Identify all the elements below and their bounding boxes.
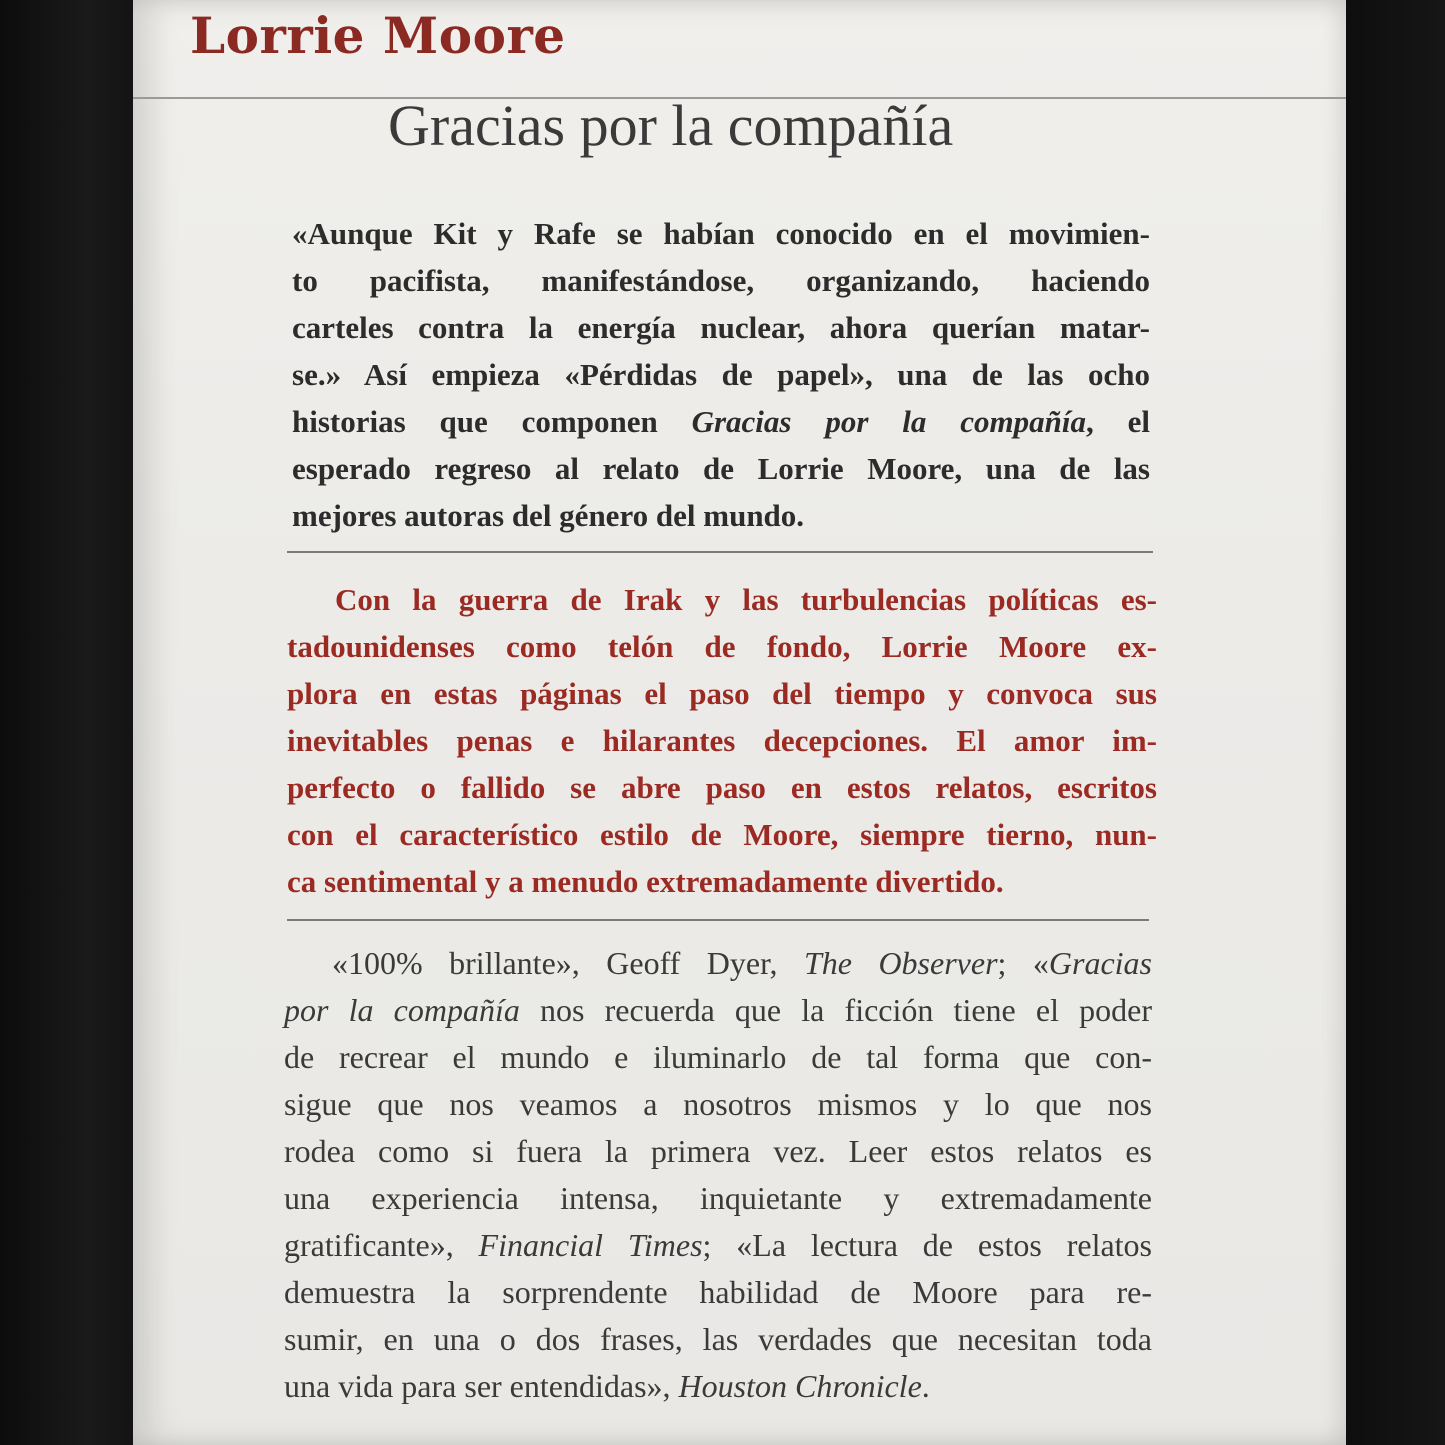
text-line: Con la guerra de Irak y las turbulencias políticas es- (335, 582, 1157, 617)
text-line: una experiencia intensa, inquietante y extremadamente (284, 1180, 1152, 1216)
text-line: tadounidenses como telón de fondo, Lorrie Moore ex- (287, 629, 1157, 664)
text-line: «100% brillante», Geoff Dyer, The Observer; «Gracias (332, 945, 1152, 981)
summary-paragraph (287, 576, 1157, 905)
text-line: una vida para ser entendidas», Houston Chronicle. (284, 1368, 930, 1404)
publication-name: Houston Chronicle (678, 1368, 922, 1404)
section-divider (287, 551, 1153, 553)
text-line: perfecto o fallido se abre paso en estos relatos, escritos (287, 770, 1157, 805)
book-title-italic: Gracias por la compañía (691, 404, 1086, 439)
text-line: sumir, en una o dos frases, las verdades que necesitan toda (284, 1321, 1152, 1357)
text-line: historias que componen Gracias por la compañía, el (292, 404, 1150, 439)
text-line: demuestra la sorprendente habilidad de Moore para re- (284, 1274, 1152, 1310)
text-line: mejores autoras del género del mundo. (292, 498, 805, 533)
text-line: plora en estas páginas el paso del tiempo y convoca sus (287, 676, 1157, 711)
dark-surface-edge (1346, 0, 1445, 1445)
quote-paragraph (292, 210, 1150, 539)
text-line: carteles contra la energía nuclear, ahora querían matar- (292, 310, 1150, 345)
text-line: rodea como si fuera la primera vez. Leer estos relatos es (284, 1133, 1152, 1169)
publication-name: Financial Times (478, 1227, 703, 1263)
text-line: «Aunque Kit y Rafe se habían conocido en el movimien- (292, 216, 1150, 251)
section-divider (287, 919, 1149, 921)
text-line: por la compañía nos recuerda que la ficción tiene el poder (284, 992, 1153, 1028)
text-line: to pacifista, manifestándose, organizando, haciendo (292, 263, 1150, 298)
text-line: con el característico estilo de Moore, siempre tierno, nun- (287, 817, 1157, 852)
press-reviews-paragraph (284, 940, 1152, 1410)
text-line: esperado regreso al relato de Lorrie Moore, una de las (292, 451, 1150, 486)
text-line: sigue que nos veamos a nosotros mismos y lo que nos (284, 1086, 1152, 1122)
text-line: gratificante», Financial Times; «La lectura de estos relatos (284, 1227, 1152, 1263)
author-name: Lorrie Moore (190, 6, 566, 65)
text-line: ca sentimental y a menudo extremadamente divertido. (287, 864, 1004, 899)
text-line: de recrear el mundo e iluminarlo de tal forma que con- (284, 1039, 1152, 1075)
text-line: se.» Así empieza «Pérdidas de papel», una de las ocho (292, 357, 1150, 392)
text-line: inevitables penas e hilarantes decepciones. El amor im- (287, 723, 1157, 758)
book-title: Gracias por la compañía (388, 93, 954, 158)
publication-name: The Observer (803, 945, 998, 981)
